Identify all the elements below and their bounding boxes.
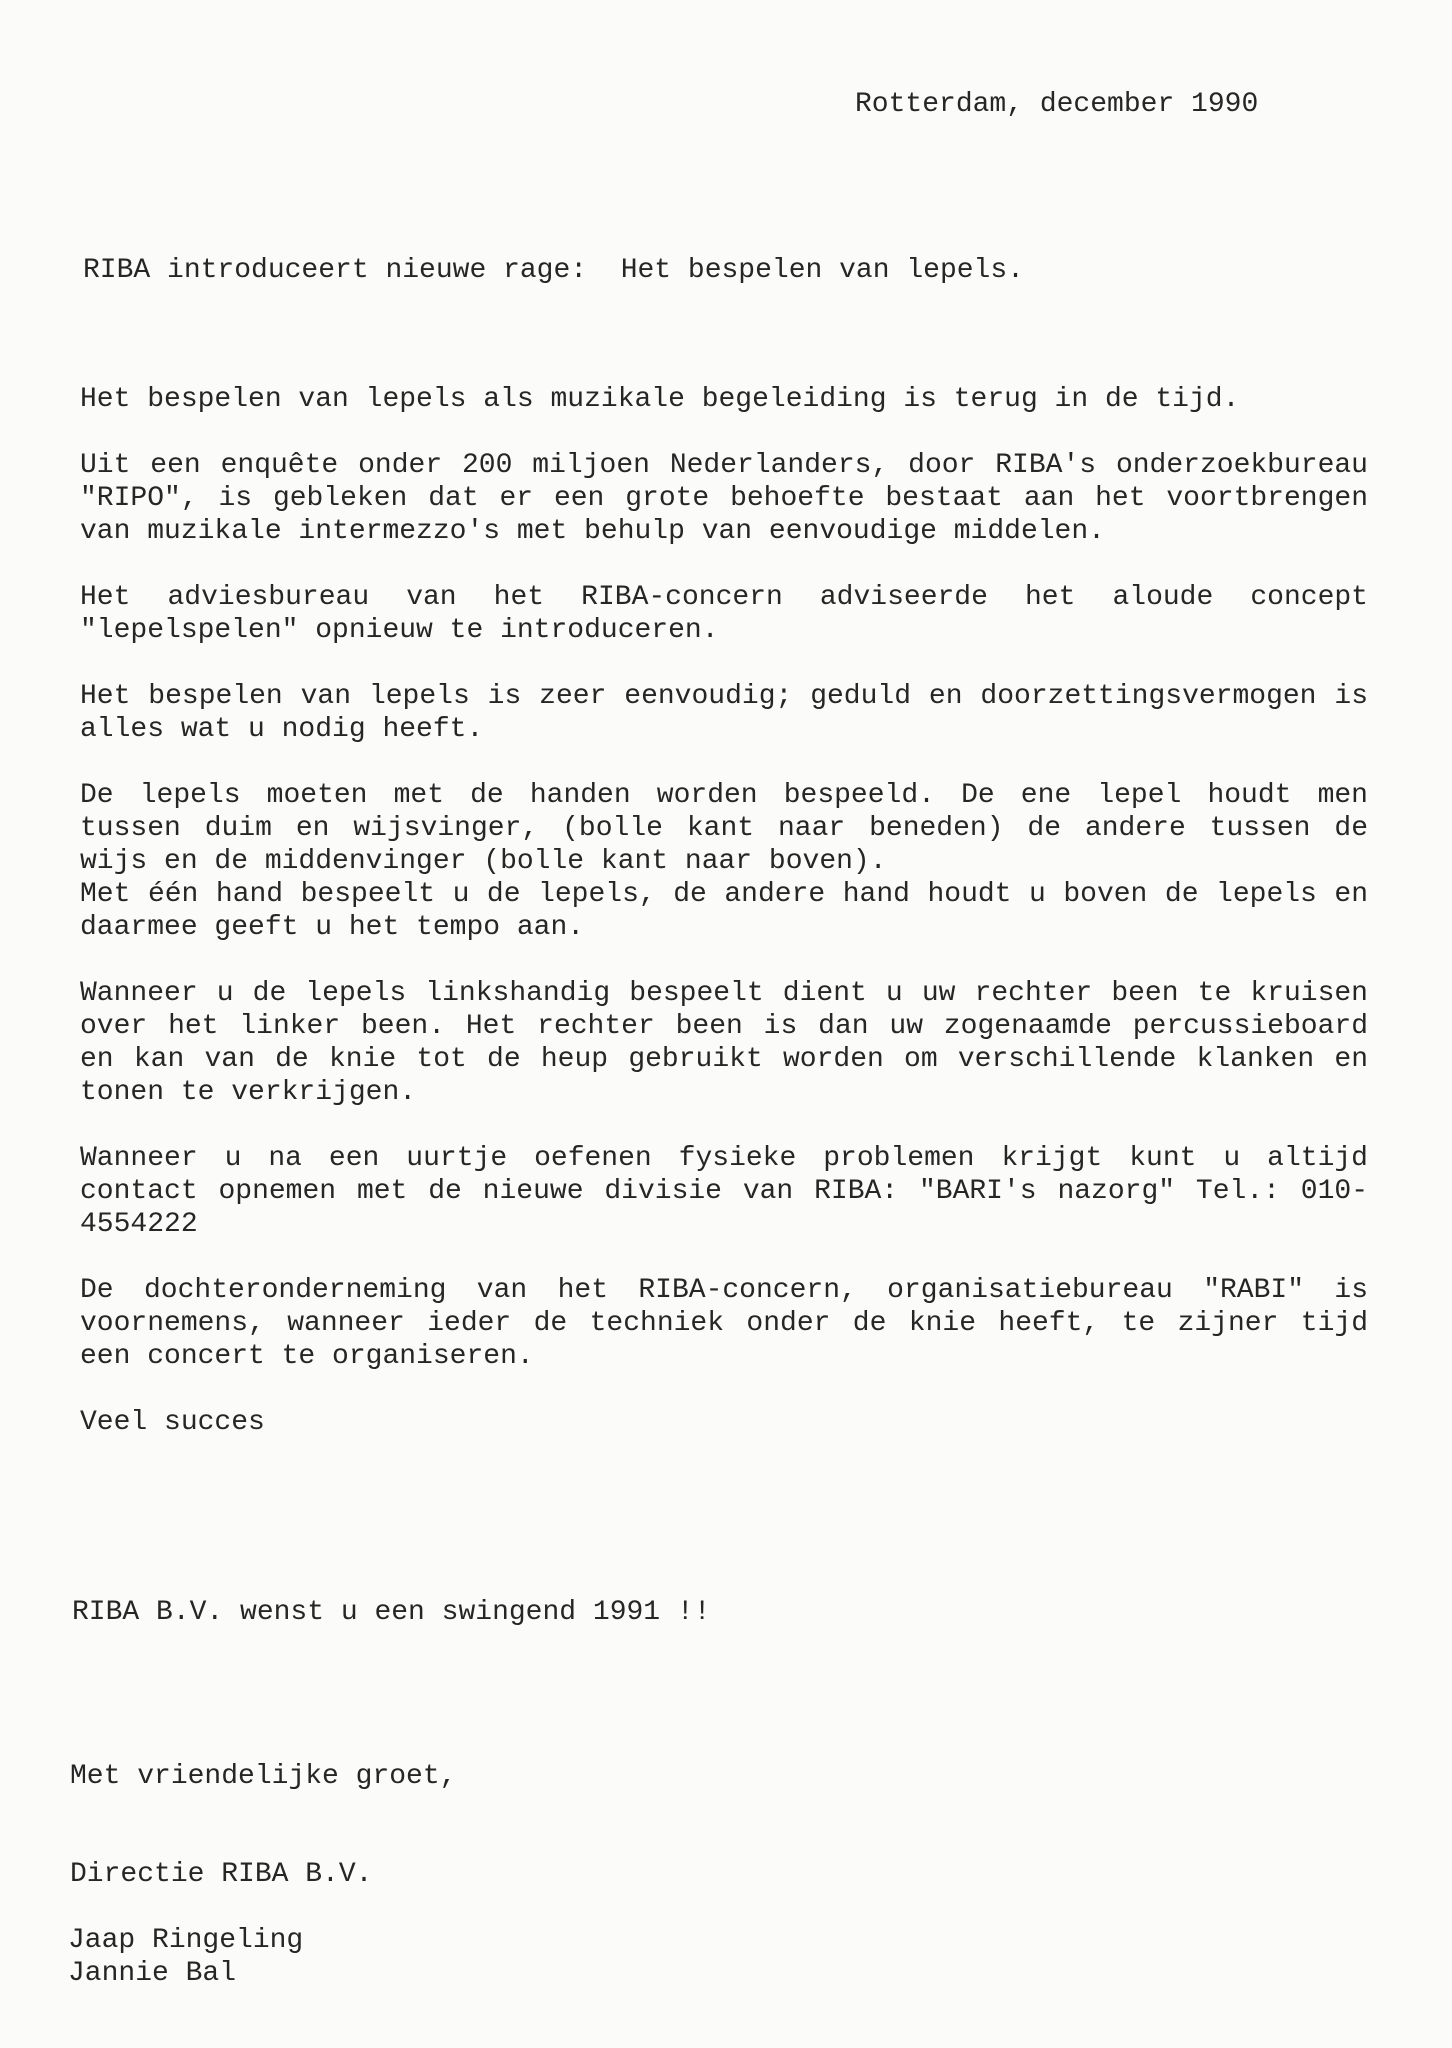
closing-short: Veel succes bbox=[80, 1407, 265, 1438]
paragraph-aftercare: Wanneer u na een uurtje oefenen fysieke problemen krijgt kunt u altijd contact opnemen met de nieuwe divisie van RIBA: "BARI's nazorg" Tel.: 010-4554222 bbox=[80, 1143, 1368, 1240]
paragraph-concert: De dochteronderneming van het RIBA-concern, organisatiebureau "RABI" is voornemens, wanneer ieder de techniek onder de knie heeft, te zijner tijd een concert te organiseren. bbox=[80, 1275, 1368, 1372]
greeting: Met vriendelijke groet, bbox=[70, 1761, 457, 1792]
directie-line: Directie RIBA B.V. bbox=[70, 1859, 373, 1890]
signers bbox=[68, 1924, 303, 1990]
paragraph-survey: Uit een enquête onder 200 miljoen Nederlanders, door RIBA's onderzoekbureau "RIPO", is gebleken dat er een grote behoefte bestaat aan het voortbrengen van muzikale intermezzo's met behulp van eenvoudige middelen. bbox=[80, 450, 1368, 547]
signer-name: Jannie Bal bbox=[68, 1958, 237, 1989]
paragraph-advice: Het adviesbureau van het RIBA-concern adviseerde het aloude concept "lepelspelen" opnieuw te introduceren. bbox=[80, 582, 1368, 646]
signer-name: Jaap Ringeling bbox=[68, 1925, 304, 1956]
paragraph-lefthanded: Wanneer u de lepels linkshandig bespeelt dient u uw rechter been te kruisen over het linker been. Het rechter been is dan uw zogenaamde percussieboard en kan van de knie tot de heup gebruikt worden om verschillende klanken en tonen te verkrijgen. bbox=[80, 978, 1368, 1108]
paragraph-simple: Het bespelen van lepels is zeer eenvoudig; geduld en doorzettingsvermogen is alles wat u nodig heeft. bbox=[80, 681, 1368, 745]
letter-body bbox=[80, 383, 1368, 1439]
paragraph-tempo: Met één hand bespeelt u de lepels, de andere hand houdt u boven de lepels en daarmee geeft u het tempo aan. bbox=[80, 879, 1368, 943]
letter-subject: RIBA introduceert nieuwe rage: Het bespelen van lepels. bbox=[83, 255, 1024, 286]
paragraph-hands: De lepels moeten met de handen worden bespeeld. De ene lepel houdt men tussen duim en wijsvinger, (bolle kant naar beneden) de andere tussen de wijs en de middenvinger (bolle kant naar boven). bbox=[80, 780, 1368, 877]
date-line: Rotterdam, december 1990 bbox=[855, 89, 1259, 120]
new-year-wish: RIBA B.V. wenst u een swingend 1991 !! bbox=[72, 1597, 711, 1628]
paragraph-intro: Het bespelen van lepels als muzikale begeleiding is terug in de tijd. bbox=[80, 384, 1240, 415]
